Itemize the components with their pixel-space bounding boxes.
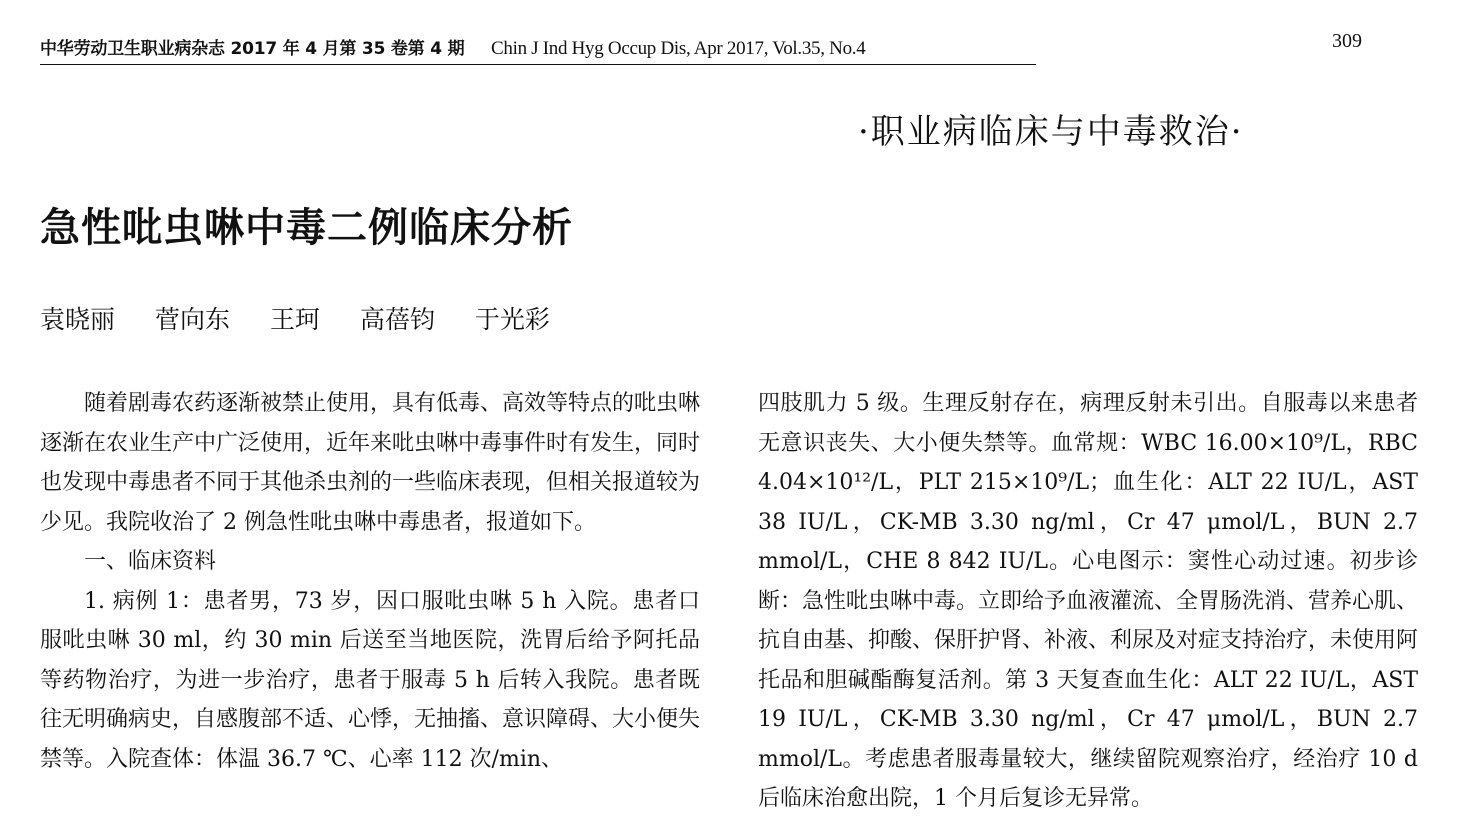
case1-continuation: 四肢肌力 5 级。生理反射存在，病理反射未引出。自服毒以来患者无意识丧失、大小便失禁等。血常规：WBC 16.00×10⁹/L，RBC 4.04×10¹²/L，PLT 215×10⁹/L；血生化：ALT 22 IU/L，AST 38 IU/L，CK-MB 3.30 ng/ml，Cr 47 μmol/L，BUN 2.7 mmol/L，CHE 8 842 IU/L。心电图示：窦性心动过速。初步诊断：急性吡虫啉中毒。立即给予血液灌流、全胃肠洗消、营养心肌、抗自由基、抑酸、保肝护肾、补液、利尿及对症支持治疗，未使用阿托品和胆碱酯酶复活剂。第 3 天复查血生化：ALT 22 IU/L，AST 19 IU/L，CK-MB 3.30 ng/ml，Cr 47 μmol/L，BUN 2.7 mmol/L。考虑患者服毒量较大，继续留院观察治疗，经治疗 10 d 后临床治愈出院，1 个月后复诊无异常。 [758,391,1419,811]
page-number: 309 [1332,30,1362,52]
case1-paragraph: 1. 病例 1：患者男，73 岁，因口服吡虫啉 5 h 入院。患者口服吡虫啉 30 ml，约 30 min 后送至当地医院，洗胃后给予阿托品等药物治疗，为进一步治疗，患者于服毒 5 h 后转入我院。患者既往无明确病史，自感腹部不适、心悸，无抽搐、意识障碍、大小便失禁等。入院查体：体温 36.7 ℃、心率 112 次/min、 [40,588,701,772]
body-column-left [40,384,700,779]
section-heading: 一、临床资料 [84,549,217,574]
author-2: 菅向东 [154,305,230,334]
article-title: 急性吡虫啉中毒二例临床分析 [40,205,573,251]
author-list [40,300,582,336]
journal-name-en: Chin J Ind Hyg Occup Dis, Apr 2017, Vol.35, No.4 [491,38,866,59]
intro-paragraph: 随着剧毒农药逐渐被禁止使用，具有低毒、高效等特点的吡虫啉逐渐在农业生产中广泛使用，近年来吡虫啉中毒事件时有发生，同时也发现中毒患者不同于其他杀虫剂的一些临床表现，但相关报道较为少见。我院收治了 2 例急性吡虫啉中毒患者，报道如下。 [40,391,701,535]
author-1: 袁晓丽 [40,305,116,334]
author-4: 高蓓钧 [359,305,435,334]
body-column-right [758,384,1418,819]
author-3: 王珂 [269,305,320,334]
journal-name-cn: 中华劳动卫生职业病杂志 2017 年 4 月第 35 卷第 4 期 [40,39,465,59]
running-header [40,34,1036,65]
column-title: ·职业病临床与中毒救治· [858,112,1244,152]
author-5: 于光彩 [474,305,550,334]
